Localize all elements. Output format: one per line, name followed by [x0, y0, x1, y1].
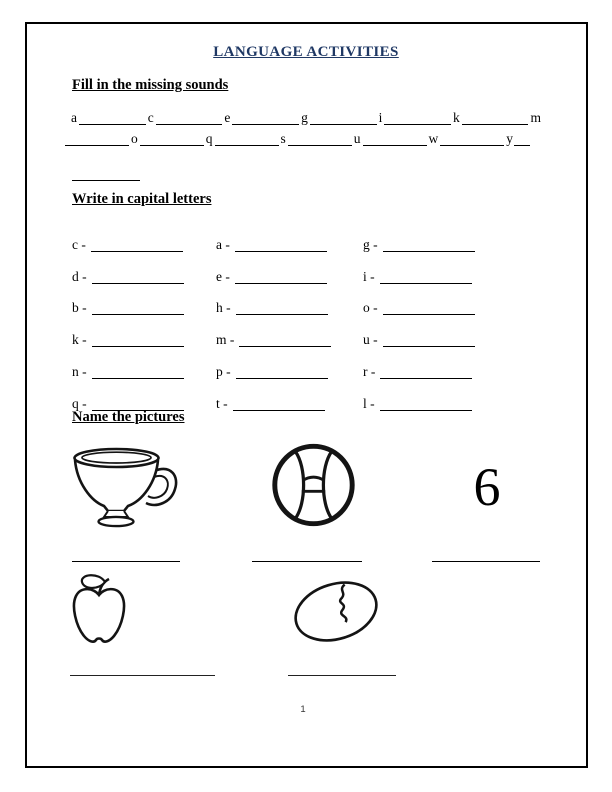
- missing-sounds-row-1: [70, 108, 542, 125]
- answer-blank: [72, 553, 180, 562]
- lowercase-letter-label: u -: [363, 332, 378, 348]
- sound-letter: g: [301, 110, 308, 125]
- lowercase-letter-label: h -: [216, 300, 231, 316]
- answer-blank: [140, 142, 204, 146]
- sound-letter: k: [453, 110, 460, 125]
- capital-letter-item: [72, 284, 216, 316]
- answer-blank: [432, 553, 540, 562]
- sound-letter: w: [428, 131, 439, 146]
- ball-drawing: [264, 440, 363, 530]
- lowercase-letter-label: q -: [72, 395, 87, 411]
- sound-letter: u: [353, 131, 361, 146]
- cup-drawing: [66, 443, 180, 535]
- sound-letter: i: [378, 110, 383, 125]
- page-title: LANGUAGE ACTIVITIES: [213, 44, 399, 60]
- lowercase-letter-label: r -: [363, 363, 376, 379]
- answer-blank: [363, 142, 427, 146]
- capital-letter-item: [363, 347, 476, 379]
- section-heading-missing-sounds: Fill in the missing sounds: [72, 77, 229, 93]
- capital-letter-item: [363, 379, 476, 411]
- capital-letter-item: [72, 220, 216, 252]
- answer-blank: [288, 142, 352, 146]
- capital-letter-item: [363, 315, 476, 347]
- lowercase-letter-label: a -: [216, 236, 230, 252]
- sound-letter: c: [147, 110, 154, 125]
- answer-blank: [72, 170, 140, 181]
- answer-blank: [233, 405, 325, 411]
- capital-letter-item: [72, 315, 216, 347]
- sound-letter: q: [205, 131, 213, 146]
- capital-letter-item: [216, 252, 363, 284]
- lowercase-letter-label: i -: [363, 268, 375, 284]
- capital-letter-item: [72, 379, 216, 411]
- lowercase-letter-label: t -: [216, 395, 228, 411]
- lowercase-letter-label: e -: [216, 268, 230, 284]
- lowercase-letter-label: n -: [72, 363, 87, 379]
- sound-letter: s: [280, 131, 286, 146]
- answer-blank: [70, 667, 215, 676]
- sound-letter: o: [131, 131, 138, 146]
- lowercase-letter-label: k -: [72, 332, 87, 348]
- page-number: 1: [300, 704, 306, 715]
- capital-letter-item: [216, 379, 363, 411]
- answer-blank: [288, 667, 396, 676]
- answer-blank: [384, 121, 451, 125]
- lowercase-letter-label: b -: [72, 300, 87, 316]
- answer-blank: [440, 142, 504, 146]
- answer-blank: [252, 553, 362, 562]
- lowercase-letter-label: l -: [363, 395, 375, 411]
- lowercase-letter-label: o -: [363, 300, 378, 316]
- answer-blank: [462, 121, 529, 125]
- egg-drawing: [286, 574, 386, 649]
- answer-blank: [156, 121, 223, 125]
- capital-letter-item: [363, 252, 476, 284]
- lowercase-letter-label: g -: [363, 236, 378, 252]
- lowercase-letter-label: d -: [72, 268, 87, 284]
- lowercase-letter-label: c -: [72, 236, 86, 252]
- capital-letter-item: [216, 347, 363, 379]
- capital-letter-item: [363, 284, 476, 316]
- section-heading-capital-letters: Write in capital letters: [72, 191, 212, 207]
- answer-blank: [514, 142, 530, 146]
- capital-letter-item: [216, 315, 363, 347]
- sound-letter: e: [224, 110, 231, 125]
- capital-letter-item: [363, 220, 476, 252]
- answer-blank: [232, 121, 299, 125]
- capital-letter-item: [72, 347, 216, 379]
- capital-letters-grid: [72, 220, 476, 411]
- capital-letter-item: [72, 252, 216, 284]
- missing-sounds-row-2: [64, 129, 530, 146]
- answer-blank: [65, 142, 129, 146]
- lowercase-letter-label: p -: [216, 363, 231, 379]
- answer-blank: [79, 121, 146, 125]
- sound-letter: y: [506, 131, 514, 146]
- numeral-six: 6: [473, 457, 501, 517]
- sound-letter: a: [71, 110, 77, 125]
- capital-letter-item: [216, 220, 363, 252]
- answer-blank: [380, 405, 472, 411]
- sound-letter: m: [530, 110, 541, 125]
- lowercase-letter-label: m -: [216, 332, 235, 348]
- apple-drawing: [68, 574, 130, 652]
- section-heading-name-pictures: Name the pictures: [72, 409, 185, 425]
- answer-blank: [310, 121, 377, 125]
- capital-letter-item: [216, 284, 363, 316]
- answer-blank: [215, 142, 279, 146]
